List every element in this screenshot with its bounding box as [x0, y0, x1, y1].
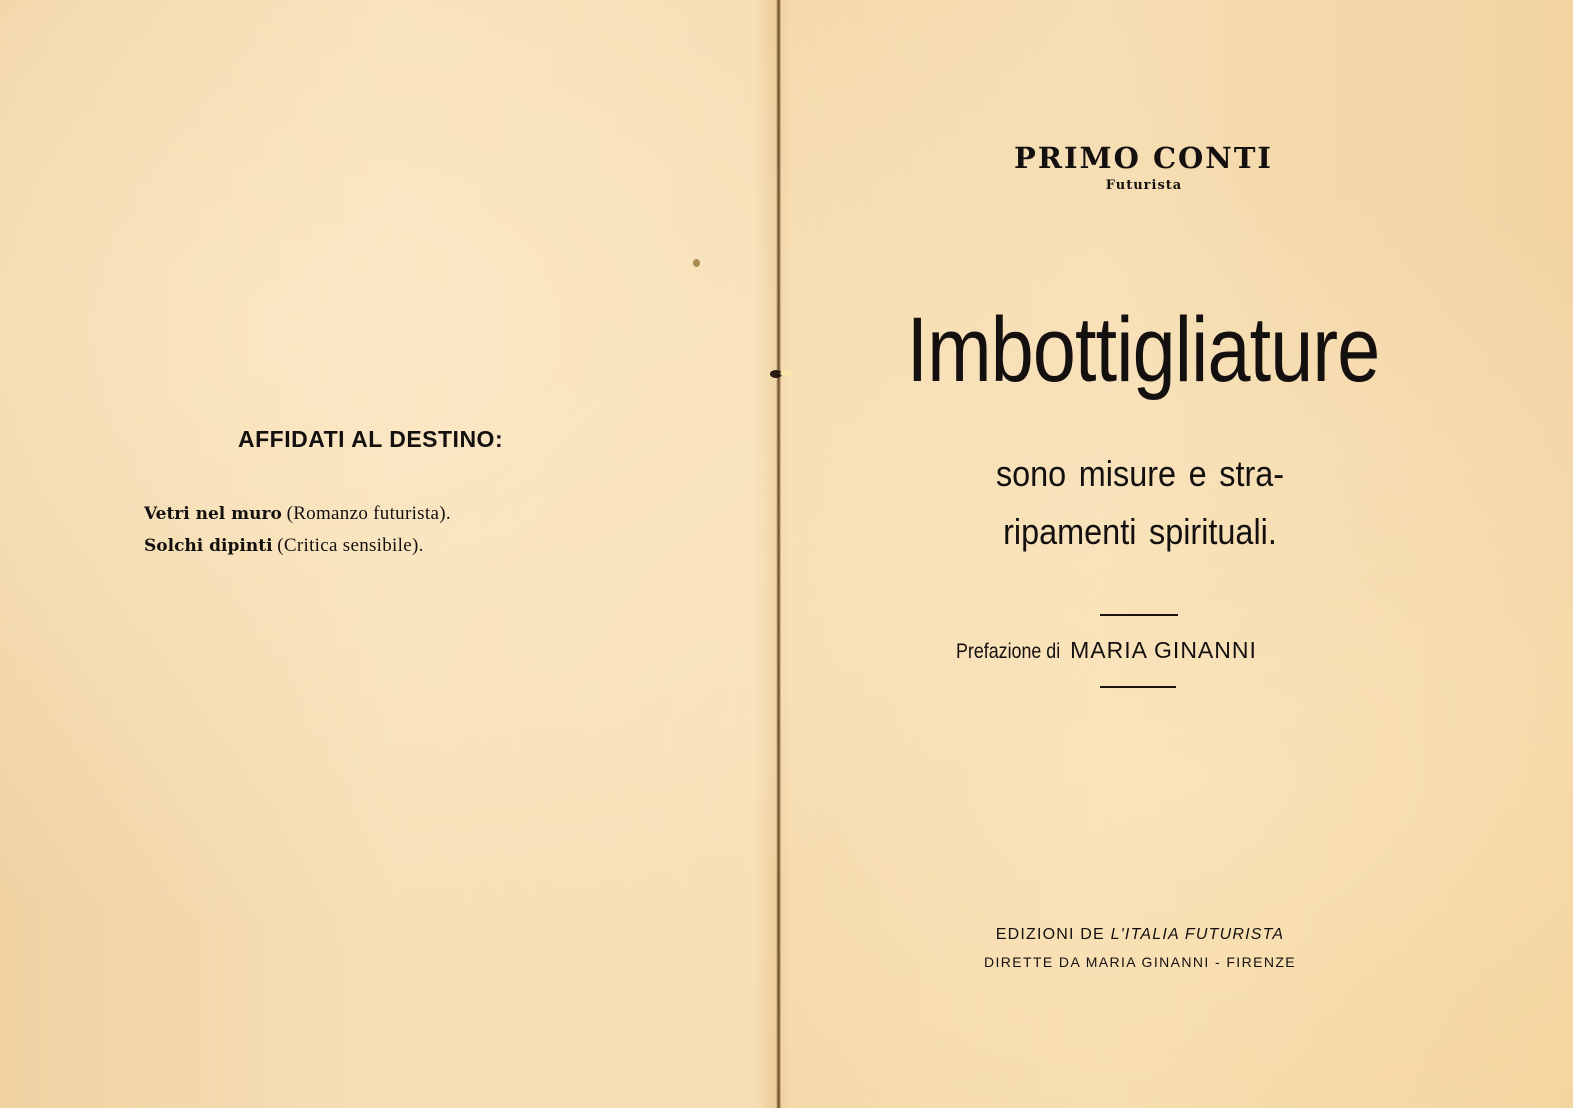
- work-item: [144, 498, 451, 530]
- publisher-series: L'ITALIA FUTURISTA: [1110, 926, 1285, 943]
- divider-rule: [1100, 614, 1178, 616]
- publisher-location: DIRETTE DA MARIA GINANNI - FIRENZE: [983, 954, 1297, 970]
- work-title: Vetri nel muro: [144, 504, 282, 524]
- divider-rule: [1100, 686, 1176, 688]
- binding-hole: [770, 370, 782, 378]
- book-spine-gutter: [776, 0, 781, 1108]
- subtitle-line: ripamenti spirituali.: [1003, 511, 1277, 552]
- subtitle-line: sono misure e stra-: [995, 453, 1285, 494]
- preface-credit: [956, 637, 1324, 664]
- works-list: [144, 498, 451, 562]
- preface-author: MARIA GINANNI: [1070, 637, 1257, 663]
- book-title: Imbottigliature: [906, 299, 1380, 401]
- works-heading: AFFIDATI AL DESTINO:: [238, 426, 504, 452]
- work-item: [144, 530, 451, 562]
- publisher-imprint: [960, 924, 1320, 970]
- author-movement: Futurista: [1105, 178, 1183, 193]
- work-note: (Romanzo futurista).: [286, 503, 451, 524]
- book-subtitle: [960, 445, 1320, 561]
- paper-stain: [693, 259, 700, 267]
- publisher-line: [960, 924, 1320, 946]
- publisher-prefix: EDIZIONI DE: [995, 926, 1105, 943]
- work-title: Solchi dipinti: [144, 536, 273, 556]
- preface-label: Prefazione di: [956, 640, 1061, 663]
- author-name: PRIMO CONTI: [1014, 141, 1273, 175]
- work-note: (Critica sensibile).: [277, 535, 424, 556]
